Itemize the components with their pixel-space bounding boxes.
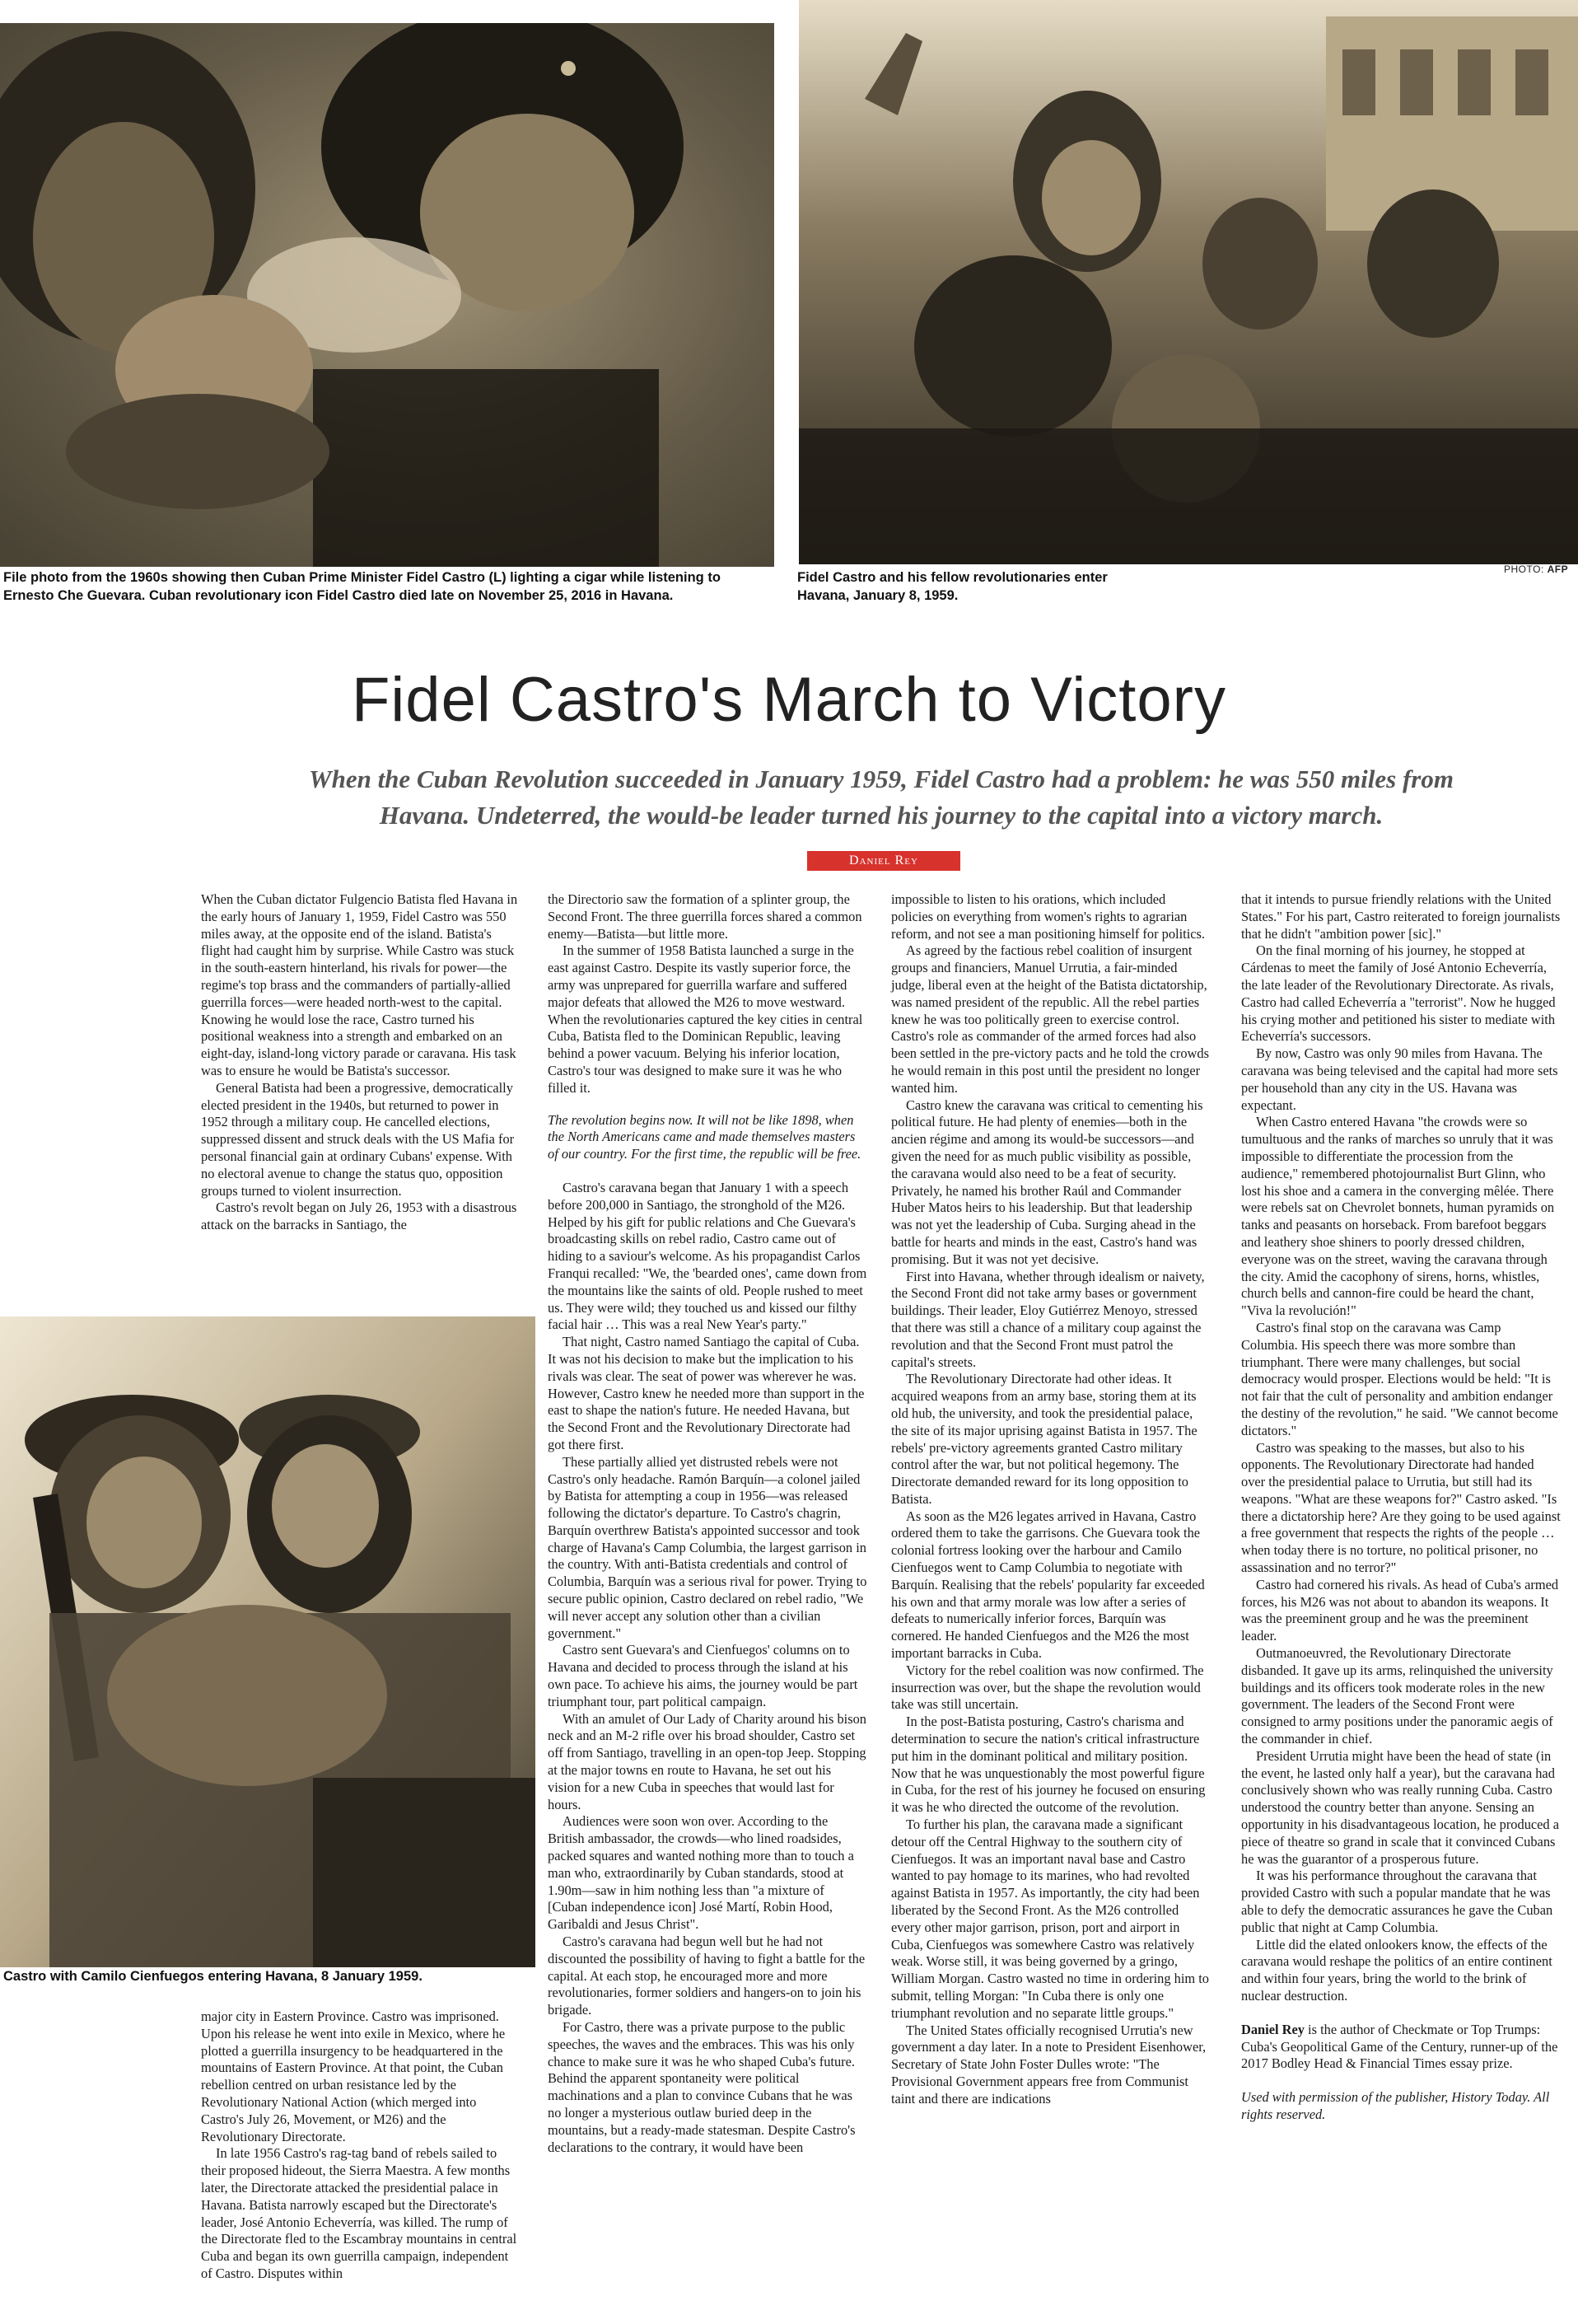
photo-caption-revolutionaries: Fidel Castro and his fellow revolutionaries enter Havana, January 8, 1959.: [797, 570, 1108, 603]
paragraph: Castro's caravana began that January 1 with a speech before 200,000 in Santiago, the stronghold of the M26. Helped by his gift for public relations and Che Guevara's broadcasting skills on rebel radio, Castro came out of hiding to a saviour's welcome. As his propagandist Carlos Franqui recalled: "We, the 'bearded ones', came down from the mountains like the saints of old. People rushed to meet us. They were wild; they touched us and kissed our filthy facial hair … This was a real New Year's party.": [548, 1179, 867, 1333]
paragraph: Audiences were soon won over. According to the British ambassador, the crowds—who lined roadsides, packed squares and wanted nothing more than to touch a man who, extraordinarily by Cuban standards, stood at 1.90m—saw in him nothing less than "a mixture of [Cuban independence icon] José Martí, Robin Hood, Garibaldi and Jesus Christ".: [548, 1813, 854, 1933]
paragraph: With an amulet of Our Lady of Charity around his bison neck and an M-2 rifle over his broad shoulder, Castro set off from Santiago, travelling in an open-top Jeep. Stopping at the major towns en route to Havana, he set out his vision for a new Cuba in speeches that would last for hours.: [548, 1710, 866, 1812]
paragraph: Castro sent Guevara's and Cienfuegos' columns on to Havana and decided to process through the island at his own pace. To achieve his aims, the journey would be part triumphant tour, part political campaign.: [548, 1642, 858, 1709]
author-name: Daniel Rey: [1241, 2021, 1305, 2037]
author-bio: is the author of Checkmate or Top Trumps: Cuba's Geopolitical Game of the Century, runner-up of the 2017 Bodley Head & Financial Times essay prize.: [1241, 2021, 1558, 2072]
photo-credit: [1504, 563, 1568, 575]
paragraph: As agreed by the factious rebel coalition of insurgent groups and financiers, Manuel Urrutia, a fair-minded judge, liberal even at the height of the Batista dictatorship, was named president of the republic. All the rebel parties knew he was too politically green to exercise control. Castro's role as commander of the armed forces had also been settled in the pre-victory pacts and he told the crowds he would remain in this post until the president no longer wanted him.: [891, 942, 1209, 1096]
article-column-4: [1241, 891, 1561, 2124]
paragraph: Castro's final stop on the caravana was Camp Columbia. His speech there was more sombre than triumphant. There were many challenges, but social democracy would prosper. Elections would be held: "It is not fair that the cult of personality and ambition endanger the destiny of the revolution," he said. "We cannot become dictators.": [1241, 1319, 1558, 1438]
byline-badge: Daniel Rey: [807, 851, 960, 871]
photo-caption-cienfuegos: Castro with Camilo Cienfuegos entering Havana, 8 January 1959.: [3, 1969, 423, 1984]
paragraph: In late 1956 Castro's rag-tag band of rebels sailed to their proposed hideout, the Sierra Maestra. A few months later, the Directorate attacked the presidential palace in Havana. Batista narrowly escaped but the Directorate's leader, José Antonio Echeverría, was killed. The rump of the Directorate fled to the Escambray mountains in central Cuba and began its own guerrilla campaign, independent of Castro. Disputes within: [201, 2145, 517, 2281]
paragraph: the Directorio saw the formation of a splinter group, the Second Front. The three guerrilla forces shared a common enemy—Batista—but little more.: [548, 891, 862, 942]
paragraph: President Urrutia might have been the head of state (in the event, he lasted only half a year), but the caravana had conclusively shown who was really running Cuba. Castro understood the country better than anyone. Sensing an opportunity in his disadvantageous location, he produced a piece of theatre so grand in scale that it convinced Cubans he was the guarantor of a prosperous future.: [1241, 1747, 1560, 1867]
pull-quote: The revolution begins now. It will not be like 1898, when the North Americans came and made themselves masters of our country. For the first time, the republic will be free.: [548, 1111, 861, 1162]
paragraph: That night, Castro named Santiago the capital of Cuba. It was not his decision to make but the implication to his rivals was clear. The seat of power was wherever he was. However, Castro knew he needed more than support in the east to shape the nation's future. He needed Havana, but the Second Front and the Revolutionary Directorate had got there first.: [548, 1334, 865, 1452]
paragraph: In the post-Batista posturing, Castro's charisma and determination to secure the nation's critical infrastructure put him in the dominant political and military position. Now that he was unquestionably the most powerful figure in Cuba, for the rest of his journey he focused on ensuring it was he who directed the outcome of the revolution.: [891, 1714, 1206, 1816]
paragraph: impossible to listen to his orations, which included policies on everything from women's rights to agrarian reform, and not see a man positioning himself for politics.: [891, 891, 1206, 942]
paragraph: General Batista had been a progressive, democratically elected president in the 1940s, but returned to power in 1952 through a military coup. He cancelled elections, suppressed dissent and struck deals with the US Mafia for personal financial gain at ordinary Cubans' expense. With no electoral avenue to change the status quo, opposition groups turned to violent insurrection.: [201, 1079, 515, 1199]
paragraph: It was his performance throughout the caravana that provided Castro with such a popular mandate that he was able to defy the democratic assurances he gave the Cuban public that night at Camp Columbia.: [1241, 1868, 1553, 1935]
permission-note: Used with permission of the publisher, History Today. All rights reserved.: [1241, 2089, 1550, 2122]
photo-caption-castro-che: File photo from the 1960s showing then Cuban Prime Minister Fidel Castro (L) lighting a cigar while listening to Ernesto Che Guevara. Cuban revolutionary icon Fidel Castro died late on November 25, 2016 in Havana.: [3, 570, 721, 603]
paragraph: For Castro, there was a private purpose to the public speeches, the waves and the embraces. This was his only chance to make sure it was he who shaped Cuba's future. Behind the apparent spontaneity were political machinations and a plan to convince Cubans that he was no longer a mysterious outlaw buried deep in the mountains, but a ready-made statesman. Despite Castro's declarations to the contrary, it would have been: [548, 2019, 856, 2155]
paragraph: major city in Eastern Province. Castro was imprisoned. Upon his release he went into exile in Mexico, where he plotted a guerrilla insurgency to be headquartered in the mountains of Eastern Province. At that point, the Cuban rebellion centred on urban resistance led by the Revolutionary National Action (which merged into Castro's July 26, Movement, or M26) and the Revolutionary Directorate.: [201, 2008, 506, 2144]
paragraph: The Revolutionary Directorate had other ideas. It acquired weapons from an army base, storing them at its old hub, the university, and took the presidential palace, the site of its major uprising against Batista in 1957. The rebels' pre-victory agreements granted Castro military control after the war, but not political hegemony. The Directorate demanded reward for its long opposition to Batista.: [891, 1371, 1198, 1507]
paragraph: The United States officially recognised Urrutia's new government a day later. In a note to President Eisenhower, Secretary of State John Foster Dulles wrote: "The Provisional Government appears free from Communist taint and there are indications: [891, 2022, 1207, 2107]
photo-credit-prefix: PHOTO:: [1504, 563, 1544, 575]
paragraph: Castro had cornered his rivals. As head of Cuba's armed forces, his M26 was not about to abandon its weapons. It was the preeminent group and he was the preeminent leader.: [1241, 1576, 1559, 1644]
paragraph: Castro's revolt began on July 26, 1953 with a disastrous attack on the barracks in Santiago, the: [201, 1199, 517, 1233]
paragraph: When Castro entered Havana "the crowds were so tumultuous and the ranks of marches so unruly that it was impossible to differentiate the procession from the audience," remembered photojournalist Burt Glinn, who lost his shoe and a camera in the converging mêlée. There were rebels sat on Chevrolet bonnets, human pyramids on tanks and peasants on horseback. From barefoot beggars and leathery shoe shiners to poorly dressed children, everyone was on the street, waving the caravana through the city. Amid the cacophony of sirens, horns, whistles, church bells and cannon-fire could be heard the chant, "Viva la revolución!": [1241, 1114, 1555, 1319]
article-column-1-bottom: [201, 2008, 521, 2283]
article-column-3: [891, 891, 1211, 2108]
photo-revolutionaries: [799, 0, 1578, 564]
paragraph: To further his plan, the caravana made a significant detour off the Central Highway to the southern city of Cienfuegos. It was an important naval base and Castro wanted to pay homage to its marines, who had revolted against Batista in 1957. As importantly, the city had been liberated by the Second Front. As the M26 controlled every other major garrison, prison, port and airport in Cuba, Cienfuegos was somewhere Castro was relatively weak. Worse still, it was being governed by a gringo, William Morgan. Castro wasted no time in ordering him to submit, telling Morgan: "In Cuba there is only one triumphant revolution and no separate little groups.": [891, 1817, 1209, 2021]
paragraph: Castro's caravana had begun well but he had not discounted the possibility of having to fight a battle for the capital. At each stop, he encouraged more and more revolutionaries, former soldiers and hangers-on to join his brigade.: [548, 1934, 866, 2018]
paragraph: As soon as the M26 legates arrived in Havana, Castro ordered them to take the garrisons. Che Guevara took the colonial fortress looking over the harbour and Camilo Cienfuegos went to Camp Columbia to negotiate with Barquín. Realising that the rebels' popularity far exceeded his own and that army morale was low after a series of defeats to numerically inferior forces, Barquín was cornered. He handed Cienfuegos and the M26 the most important barracks in Cuba.: [891, 1508, 1205, 1662]
article-column-2: [548, 891, 867, 2156]
article-headline: Fidel Castro's March to Victory: [352, 665, 1226, 735]
paragraph: On the final morning of his journey, he stopped at Cárdenas to meet the family of José Antonio Echeverría, the late leader of the Revolutionary Directorate. As rivals, Castro had called Echeverría a "terrorist". Now he hugged his crying mother and petitioned his sister to mediate with Echeverría's successors.: [1241, 942, 1556, 1045]
paragraph: Outmanoeuvred, the Revolutionary Directorate disbanded. It gave up its arms, relinquished the university buildings and its officers took moderate roles in the new government. The leaders of the Second Front were consigned to army positions under the panoramic aegis of the commander in chief.: [1241, 1645, 1553, 1747]
paragraph: In the summer of 1958 Batista launched a surge in the east against Castro. Despite its vastly superior force, the army was unprepared for guerrilla warfare and suffered major defeats that allowed the M26 to move westward. When the revolutionaries captured the key cities in central Cuba, Batista fled to the Dominican Republic, leaving behind a power vacuum. Belying his inferior location, Castro's tour was designed to make sure it was he who filled it.: [548, 942, 863, 1096]
author-note: [1241, 2022, 1561, 2073]
photo-credit-source: AFP: [1547, 563, 1569, 575]
paragraph: By now, Castro was only 90 miles from Havana. The caravana was being televised and the capital had more sets per household than any city in the US. Havana was expectant.: [1241, 1045, 1558, 1113]
photo-castro-che: [0, 23, 774, 567]
photo-cienfuegos: [0, 1316, 535, 1967]
paragraph: These partially allied yet distrusted rebels were not Castro's only headache. Ramón Barquín—a colonel jailed by Batista for attempting a coup in 1956—was released following the dictator's departure. To Castro's chagrin, Barquín overthrew Batista's appointed successor and took charge of Havana's Camp Columbia, the largest garrison in the country. With anti-Batista credentials and control of Columbia, Barquín was a serious rival for power. Trying to secure public opinion, Castro declared on rebel radio, "We will never accept any solution other than a civilian government.": [548, 1453, 867, 1641]
paragraph: Castro was speaking to the masses, but also to his opponents. The Revolutionary Directorate had handed over the presidential palace to Urrutia, but still had its weapons. "What are these weapons for?" Castro asked. "Is there a dictatorship here? Are they going to be used against a free government that respects the rights of the people … when today there is no torture, no political prisoner, no assassination and no terror?": [1241, 1439, 1561, 1576]
paragraph: First into Havana, whether through idealism or naivety, the Second Front did not take army bases or government buildings. Their leader, Eloy Gutiérrez Menoyo, stressed that there was still a chance of a military coup against the revolution and that the Second Front must patrol the capital's streets.: [891, 1268, 1205, 1370]
article-column-1-top: [201, 891, 521, 1234]
paragraph: When the Cuban dictator Fulgencio Batista fled Havana in the early hours of January 1, 1959, Fidel Castro was 550 miles away, at the opposite end of the island. Batista's flight had caught him by surprise. While Castro was stuck in the south-eastern hinterland, his rivals for power—the regime's top brass and the commanders of partially-allied guerrilla forces—were headed north-west to the capital. Knowing he would lose the race, Castro turned his positional weakness into a strength and embarked on an eight-day, island-long victory parade or caravana. His task was to ensure he would be Batista's successor.: [201, 891, 518, 1078]
article-standfirst: When the Cuban Revolution succeeded in January 1959, Fidel Castro had a problem: he was 550 miles from Havana. Undeterred, the would-be leader turned his journey to the capital into a victory march.: [309, 765, 1454, 830]
paragraph: Little did the elated onlookers know, the effects of the caravana would reshape the politics of an entire continent and within four years, bring the world to the brink of nuclear destruction.: [1241, 1936, 1552, 2004]
paragraph: Victory for the rebel coalition was now confirmed. The insurrection was over, but the shape the revolution would take was still uncertain.: [891, 1662, 1204, 1713]
paragraph: that it intends to pursue friendly relations with the United States." For his part, Castro reiterated to foreign journalists that he didn't "ambition power [sic].": [1241, 891, 1561, 942]
paragraph: Castro knew the caravana was critical to cementing his political future. He had plenty of enemies—both in the ancien régime and among its would-be successors—and given the need for as much public visibility as possible, the caravana would also need to be a feat of security. Privately, he named his brother Raúl and Commander Huber Matos heirs to his leadership. But that leadership was not yet the leadership of Cuba. Surging ahead in the battle for hearts and minds in the east, Castro's hand was promising. But it was not yet decisive.: [891, 1097, 1203, 1267]
